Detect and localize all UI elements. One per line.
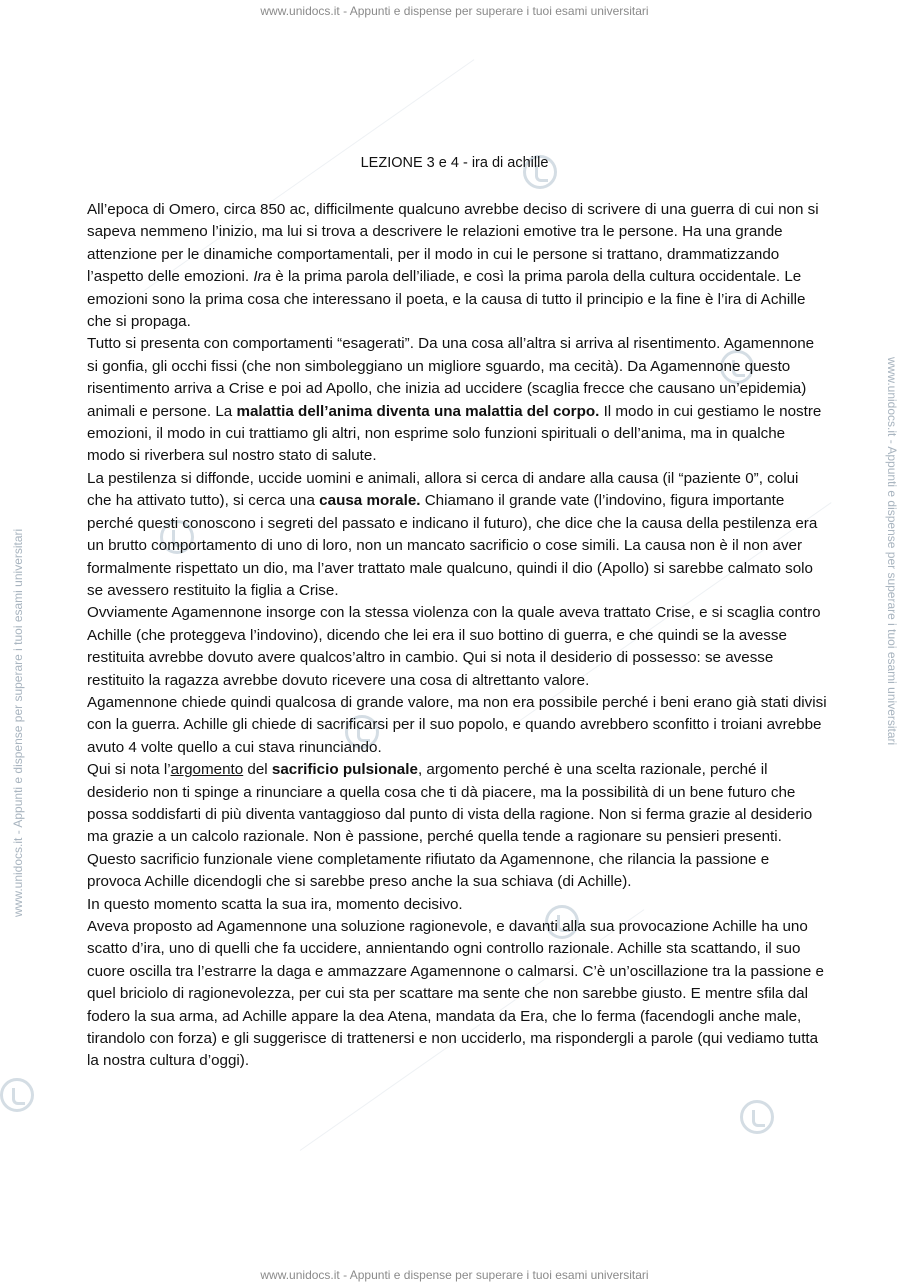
paragraph: Aveva proposto ad Agamennone una soluzione ragionevole, e davanti alla sua provocazione Achille ha uno scatto d’ira, uno di quelli che fa uccidere, annientando ogni controllo razionale. Achille sta scattando, il suo cuore oscilla tra l’estrarre la daga e ammazzare Agamennone o calmarsi. C’è un’oscillazione tra la passione e quel briciolo di ragionevolezza, per cui sta per scattare ma sente che non sarebbe giusto. E mentre sfila dal fodero la sua arma, ad Achille appare la dea Atena, mandata da Era, che lo ferma (facendogli anche male, tirandolo con forza) e gli suggerisce di trattenersi e non ucciderlo, ma rispondergli a parole (qui vediamo tutta la nostra cultura d’oggi). (87, 918, 824, 1070)
paragraph: La pestilenza si diffonde, uccide uomini e animali, allora si cerca di andare alla causa (il “paziente 0”, colui che ha attivato tutto), si cerca una causa morale. Chiamano il grande vate (l’indovino, figura importante perché questi conoscono i segreti del passato e indicano il futuro), che dice che la causa della pestilenza era un brutto comportamento di uno di loro, non un mancato sacrificio o cose simili. La causa non è il non aver formalmente rispettato un dio, ma l’aver trattato male qualcuno, quindi il dio (Apollo) si sarebbe calmato solo se avessero restituito la figlia a Crise. (87, 469, 818, 599)
document-body (87, 199, 827, 1073)
document-title: LEZIONE 3 e 4 - ira di achille (360, 155, 549, 171)
paragraph: Ovviamente Agamennone insorge con la stessa violenza con la quale aveva trattato Crise, e si scaglia contro Achille (che proteggeva l’indovino), dicendo che lei era il suo bottino di guerra, e che quindi se la avesse restituita avrebbe dovuto avere qualcos’altro in cambio. Qui si nota il desiderio di possesso: se avesse restituito la ragazza avrebbe dovuto ricevere una cosa di altrettanto valore. (87, 604, 821, 689)
paragraph: In questo momento scatta la sua ira, momento decisivo. (87, 895, 463, 913)
unidocs-watermark-icon (740, 1100, 774, 1134)
emphasis-ira: Ira (253, 268, 272, 286)
bold-phrase: malattia dell’anima diventa una malattia del corpo. (236, 402, 600, 420)
paragraph: Tutto si presenta con comportamenti “esagerati”. Da una cosa all’altra si arriva al risentimento. Agamennone si gonfia, gli occhi fissi (che non simboleggiano un migliore sguardo, ma cecità). Da Agamennone questo risentimento arriva a Crise e poi ad Apollo, che inizia ad uccidere (scaglia frecce che causano un’epidemia) animali e persone. La malattia dell’anima diventa una malattia del corpo. Il modo in cui gestiamo le nostre emozioni, il modo in cui trattiamo gli altri, non esprime solo funzioni spirituali o dell’anima, ma in qualche modo si riverbera sul nostro stato di salute. (87, 335, 822, 465)
underlined-word: argomento (170, 761, 244, 779)
bold-phrase: sacrificio pulsionale (271, 761, 418, 779)
unidocs-watermark-icon (0, 1078, 34, 1112)
paragraph: Qui si nota l’argomento del sacrificio pulsionale, argomento perché è una scelta razionale, perché il desiderio non ti spinge a rinunciare a quella cosa che ti dà piacere, ma la possibilità di un bene futuro che possa soddisfarti di più diventa vantaggioso dal punto di vista della ragione. Non si ferma grazie al desiderio ma grazie a un calcolo razionale. Non è passione, perché quella tende a ragionare su pensieri presenti. Questo sacrificio funzionale viene completamente rifiutato da Agamennone, che rilancia la passione e provoca Achille dicendogli che si sarebbe preso anche la sua schiava (di Achille). (87, 761, 813, 891)
watermark-side-left: www.unidocs.it - Appunti e dispense per superare i tuoi esami universitari (11, 528, 25, 917)
bold-phrase: causa morale. (319, 492, 421, 510)
watermark-banner-bottom: www.unidocs.it - Appunti e dispense per superare i tuoi esami universitari (260, 1268, 649, 1282)
paragraph: All’epoca di Omero, circa 850 ac, difficilmente qualcuno avrebbe deciso di scrivere di una guerra di cui non si sapeva nemmeno l’inizio, ma lui si trova a descrivere le relazioni emotive tra le persone. Ha una grande attenzione per le dinamiche comportamentali, per il modo in cui le persone si trattano, drammatizzando l’aspetto delle emozioni. Ira è la prima parola dell’iliade, e così la prima parola della cultura occidentale. Le emozioni sono la prima cosa che interessano il poeta, e la causa di tutto il principio e la fine è l’ira di Achille che si propaga. (87, 201, 819, 331)
paragraph: Agamennone chiede quindi qualcosa di grande valore, ma non era possibile perché i beni erano già stati divisi con la guerra. Achille gli chiede di sacrificarsi per il suo popolo, e quando avrebbero sconfitto i troiani avrebbe avuto 4 volte quello a cui stava rinunciando. (87, 693, 827, 756)
watermark-banner-top: www.unidocs.it - Appunti e dispense per superare i tuoi esami universitari (260, 4, 649, 18)
watermark-side-right: www.unidocs.it - Appunti e dispense per superare i tuoi esami universitari (885, 357, 899, 746)
